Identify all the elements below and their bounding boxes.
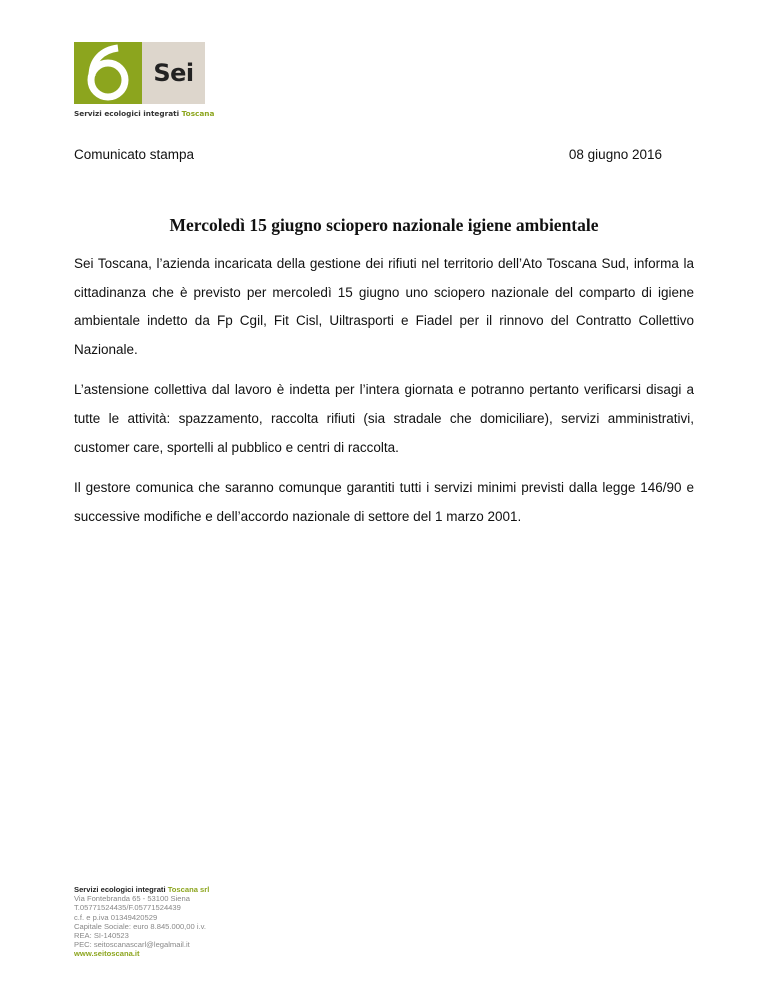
footer-company-accent: Toscana srl [167,885,210,894]
footer-address: Via Fontebranda 65 - 53100 Siena [74,894,190,904]
logo-tagline-main: Servizi ecologici integrati [74,109,180,118]
footer-vat: c.f. e p.iva 01349420529 [74,912,158,922]
body-text [74,250,694,543]
logo-tagline [74,109,215,118]
footer-capital: Capitale Sociale: euro 8.845.000,00 i.v. [74,921,206,931]
logo-grey-panel [142,42,205,104]
footer-website-link[interactable]: www.seitoscana.it [74,949,140,959]
paragraph-3: Il gestore comunica che saranno comunque garantiti tutti i servizi minimi previsti dalla legge 146/90 e successive modifiche e dell’accordo nazionale di settore del 1 marzo 2001. [74,480,694,524]
logo-wordmark: Sei [153,59,194,87]
footer-rea: REA: SI-140523 [74,931,129,941]
company-logo [74,42,215,118]
paragraph-1: Sei Toscana, l’azienda incaricata della gestione dei rifiuti nel territorio dell’Ato Toscana Sud, informa la cittadinanza che è previsto per mercoledì 15 giugno uno sciopero nazionale del comparto di igiene ambientale indetto da Fp Cgil, Fit Cisl, Uiltrasporti e Fiadel per il rinnovo del Contratto Collettivo Nazionale. [74,256,694,357]
footer-pec: PEC: seitoscanascarl@legalmail.it [74,940,190,950]
footer-company-main: Servizi ecologici integrati [74,885,166,894]
footer-phone: T.05771524435/F.05771524439 [74,903,181,913]
logo-six-icon [74,42,142,104]
logo-green-panel [74,42,142,104]
page-title: Mercoledì 15 giugno sciopero nazionale igiene ambientale [169,215,599,235]
footer [74,885,209,959]
document-date: 08 giugno 2016 [568,147,662,162]
footer-company [74,885,209,894]
paragraph-2: L’astensione collettiva dal lavoro è indetta per l’intera giornata e potranno pertanto verificarsi disagi a tutte le attività: spazzamento, raccolta rifiuti (sia stradale che domiciliare), servizi amministrativi, customer care, sportelli al pubblico e centri di raccolta. [74,382,694,455]
document-type: Comunicato stampa [74,147,195,162]
logo-tagline-accent: Toscana [181,109,215,118]
